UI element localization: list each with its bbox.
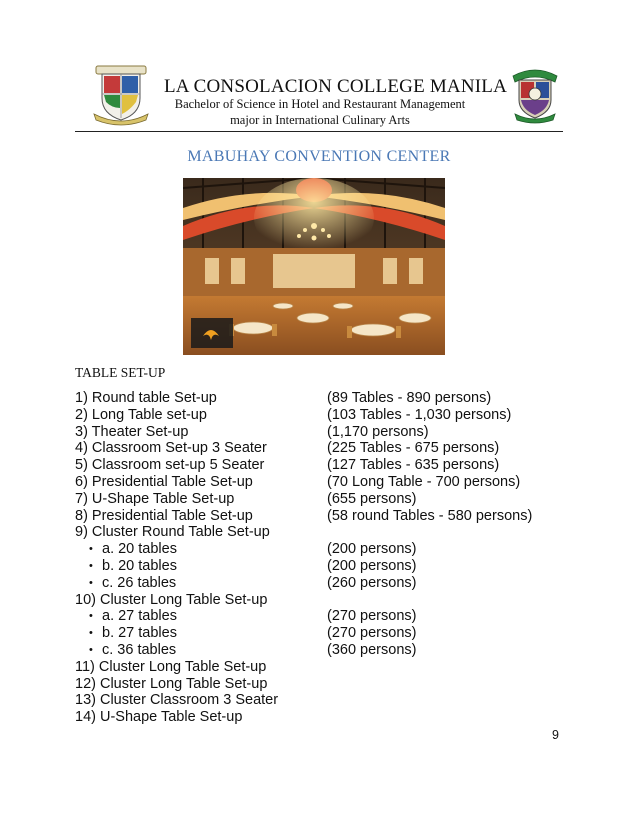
setup-name: 11) Cluster Long Table Set-up <box>75 658 267 675</box>
setup-name: 1) Round table Set-up <box>75 390 217 406</box>
list-item <box>75 524 575 541</box>
list-item <box>75 407 575 424</box>
setup-name: 4) Classroom Set-up 3 Seater <box>75 440 267 457</box>
setup-capacity: (58 round Tables - 580 persons) <box>327 507 533 524</box>
college-crest-logo <box>92 64 150 126</box>
setup-name: 2) Long Table set-up <box>75 406 207 423</box>
setup-capacity: (127 Tables - 635 persons) <box>327 457 500 474</box>
section-title: MABUHAY CONVENTION CENTER <box>187 148 451 165</box>
setup-name: 9) Cluster Round Table Set-up <box>75 524 270 541</box>
college-name: LA CONSOLACION COLLEGE MANILA <box>164 76 508 97</box>
program-crest-logo <box>509 64 561 124</box>
setup-name: 6) Presidential Table Set-up <box>75 473 253 490</box>
setup-name: 8) Presidential Table Set-up <box>75 507 253 524</box>
setup-capacity: (103 Tables - 1,030 persons) <box>327 406 512 423</box>
setup-capacity: (260 persons) <box>327 574 417 591</box>
subitem-name: c. 26 tables <box>102 574 177 591</box>
convention-hall-photo <box>183 178 445 355</box>
setup-name: 10) Cluster Long Table Set-up <box>75 591 268 608</box>
setup-name: 7) U-Shape Table Set-up <box>75 490 235 507</box>
list-item <box>75 692 575 709</box>
list-item <box>75 390 575 407</box>
subitem-name: c. 36 tables <box>102 641 177 658</box>
list-subitem <box>75 608 575 625</box>
subitem-name: b. 20 tables <box>102 557 177 574</box>
table-setup-heading: TABLE SET-UP <box>75 365 166 380</box>
list-item <box>75 508 575 525</box>
setup-name: 14) U-Shape Table Set-up <box>75 709 243 726</box>
bullet-icon: • <box>89 610 93 623</box>
subitem-name: b. 27 tables <box>102 625 177 642</box>
table-setup-list <box>75 390 575 726</box>
list-item <box>75 440 575 457</box>
setup-capacity: (655 persons) <box>327 490 417 507</box>
list-item <box>75 491 575 508</box>
setup-name: 13) Cluster Classroom 3 Seater <box>75 692 279 709</box>
list-subitem <box>75 558 575 575</box>
bullet-icon: • <box>89 559 93 572</box>
list-subitem <box>75 642 575 659</box>
list-item <box>75 659 575 676</box>
bullet-icon: • <box>89 576 93 589</box>
list-item <box>75 709 575 726</box>
list-item <box>75 676 575 693</box>
setup-capacity: (70 Long Table - 700 persons) <box>327 473 521 490</box>
list-item <box>75 424 575 441</box>
subitem-name: a. 27 tables <box>102 608 177 625</box>
setup-name: 12) Cluster Long Table Set-up <box>75 675 268 692</box>
setup-capacity: (270 persons) <box>327 608 417 625</box>
setup-name: 5) Classroom set-up 5 Seater <box>75 457 265 474</box>
list-subitem <box>75 625 575 642</box>
program-line-1: Bachelor of Science in Hotel and Restaurant Management <box>174 97 466 111</box>
setup-capacity: (1,170 persons) <box>327 423 429 440</box>
list-item <box>75 474 575 491</box>
list-subitem <box>75 575 575 592</box>
list-item <box>75 592 575 609</box>
list-item <box>75 457 575 474</box>
setup-capacity: (360 persons) <box>327 641 417 658</box>
setup-capacity: (89 Tables - 890 persons) <box>327 390 492 406</box>
subitem-name: a. 20 tables <box>102 541 177 558</box>
program-line-2: major in International Culinary Arts <box>230 113 410 127</box>
setup-capacity: (270 persons) <box>327 625 417 642</box>
setup-capacity: (225 Tables - 675 persons) <box>327 440 500 457</box>
list-subitem <box>75 541 575 558</box>
header-divider <box>75 131 563 132</box>
bullet-icon: • <box>89 627 93 640</box>
setup-name: 3) Theater Set-up <box>75 423 189 440</box>
setup-capacity: (200 persons) <box>327 557 417 574</box>
bullet-icon: • <box>89 643 93 656</box>
page-number: 9 <box>552 728 559 742</box>
bullet-icon: • <box>89 543 93 556</box>
setup-capacity: (200 persons) <box>327 541 417 558</box>
